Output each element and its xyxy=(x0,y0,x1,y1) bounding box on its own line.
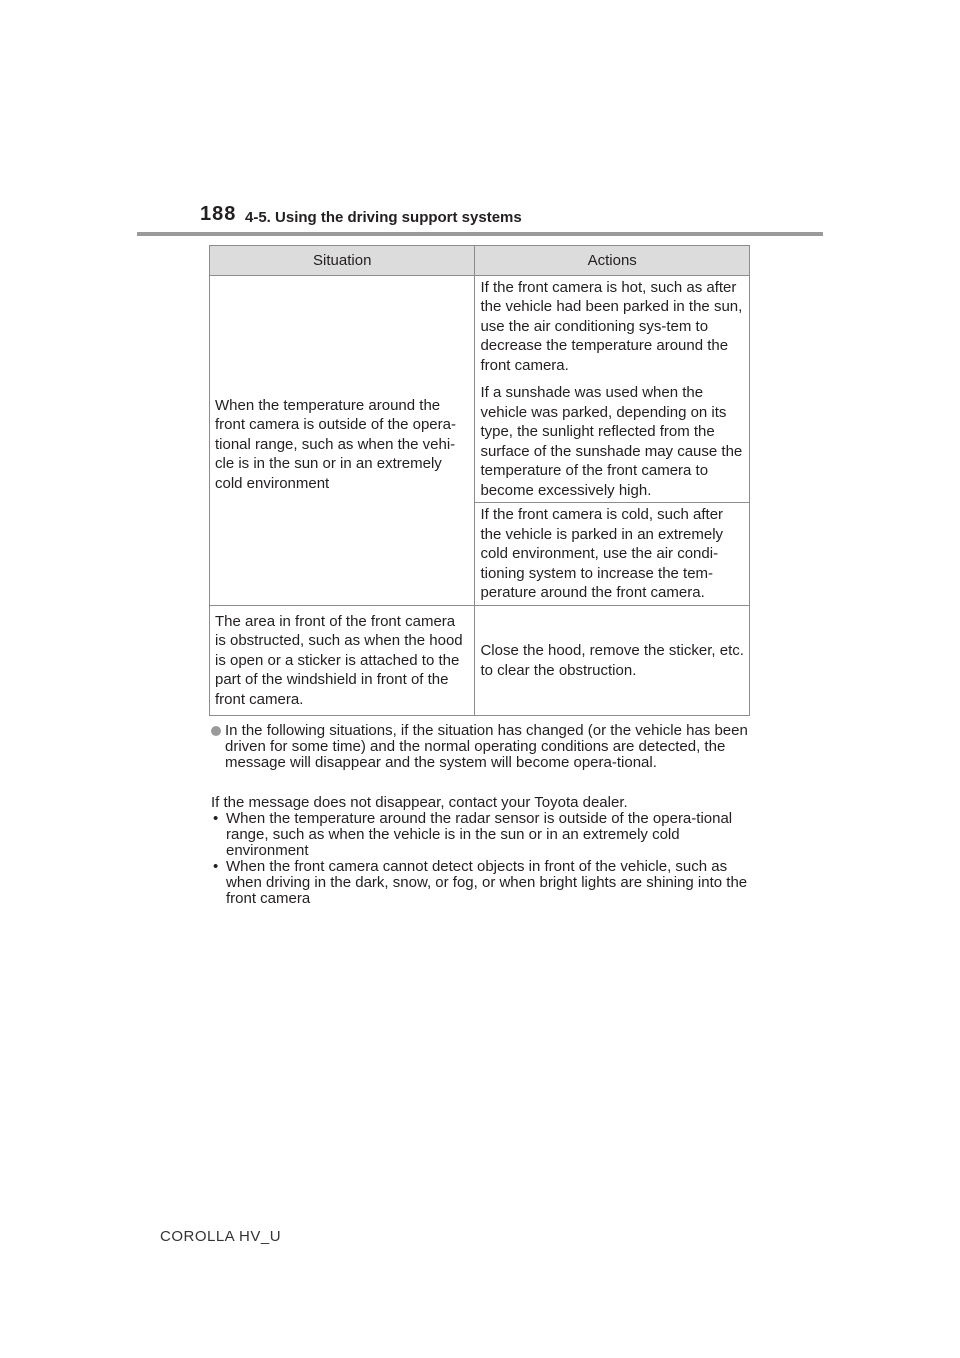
bullet-note xyxy=(211,723,751,771)
section-title: 4-5. Using the driving support systems xyxy=(245,209,522,226)
situation-actions-table xyxy=(209,245,750,716)
list-item-text: When the front camera cannot detect objects in front of the vehicle, such as when driving in the dark, snow, or fog, or when bright lights are shining into the front camera xyxy=(226,858,748,907)
action-cell: If the front camera is cold, such after the vehicle is parked in an extremely cold environment, use the air condi-tioning system to increase the tem-perature around the front camera. xyxy=(475,503,750,606)
header-rule xyxy=(137,232,823,236)
table-row xyxy=(210,276,750,503)
body-text xyxy=(211,795,751,907)
action-cell xyxy=(475,276,750,503)
situation-cell: The area in front of the front camera is obstructed, such as when the hood is open or a sticker is attached to the part of the windshield in front of the front camera. xyxy=(210,606,475,716)
list-item xyxy=(211,811,751,859)
contact-dealer-text: If the message does not disappear, contact your Toyota dealer. xyxy=(211,794,628,811)
footer-model: COROLLA HV_U xyxy=(160,1228,282,1245)
bullet-text: In the following situations, if the situation has changed (or the vehicle has been driven for some time) and the normal operating conditions are detected, the message will disappear and the system will become opera-tional. xyxy=(225,722,748,771)
list-bullet: • xyxy=(213,858,219,875)
list-item-text: When the temperature around the radar sensor is outside of the opera-tional range, such as when the vehicle is in the sun or in an extremely cold environment xyxy=(226,810,733,859)
action-cell: Close the hood, remove the sticker, etc. to clear the obstruction. xyxy=(475,606,750,716)
bullet-icon xyxy=(211,726,221,736)
table-row xyxy=(210,606,750,716)
situation-cell: When the temperature around the front camera is outside of the opera-tional range, such as when the vehi-cle is in the sun or in an extremely cold environment xyxy=(210,276,475,606)
column-header-situation: Situation xyxy=(210,246,475,276)
action-paragraph: If a sunshade was used when the vehicle was parked, depending on its type, the sunlight reflected from the surface of the sunshade may cause the temperature of the front camera to become excessively high. xyxy=(480,384,743,499)
column-header-actions: Actions xyxy=(475,246,750,276)
table-header-row xyxy=(210,246,750,276)
list-bullet: • xyxy=(213,810,219,827)
list-item xyxy=(211,859,751,907)
action-paragraph: If the front camera is hot, such as after the vehicle had been parked in the sun, use the air conditioning sys-tem to decrease the temperature around the front camera. xyxy=(480,278,743,374)
page-number: 188 xyxy=(200,203,237,225)
